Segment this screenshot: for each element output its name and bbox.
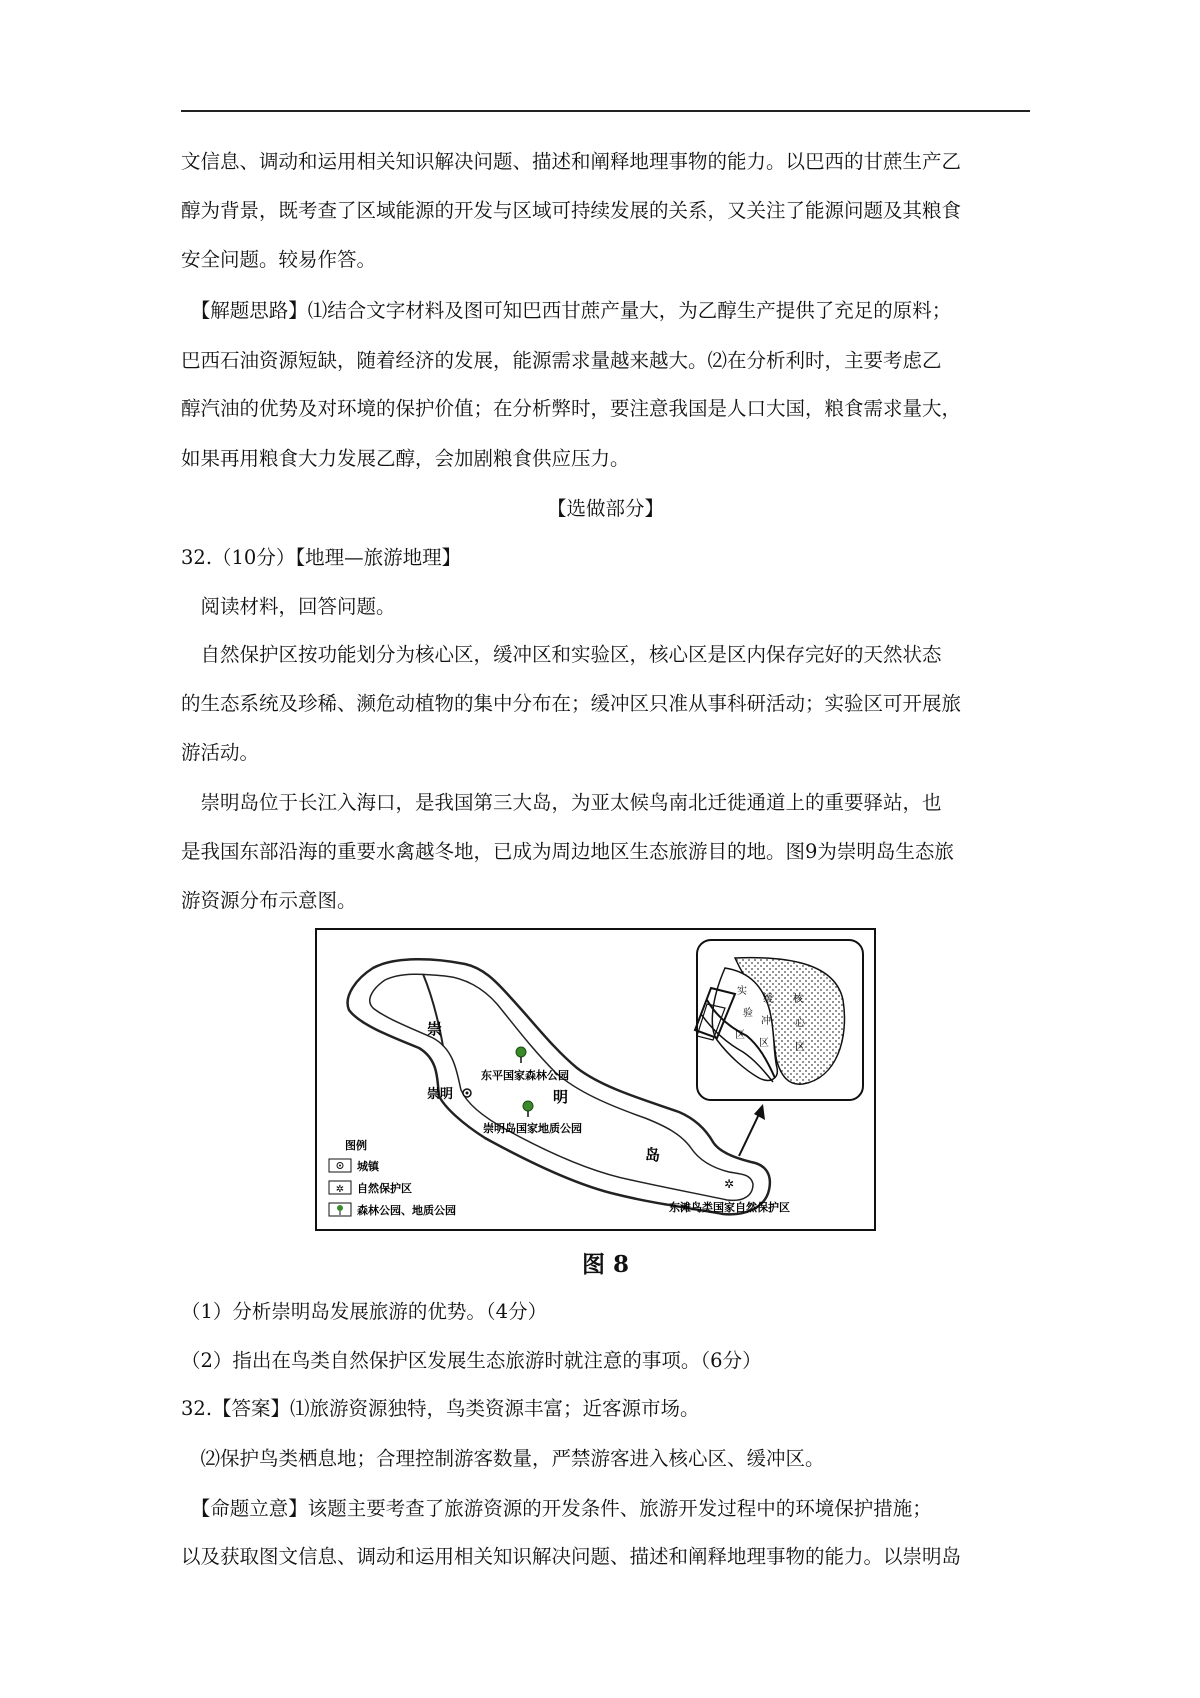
chongming-map-figure bbox=[315, 928, 876, 1231]
inset-label-xin: 心 bbox=[795, 1018, 805, 1029]
inset-label-chong: 冲 bbox=[761, 1016, 771, 1027]
map-label-geo-park: 崇明岛国家地质公园 bbox=[483, 1122, 582, 1135]
header-rule bbox=[181, 110, 1030, 112]
paragraph-line: 醇汽油的优势及对环境的保护价值；在分析弊时，要注意我国是人口大国，粮食需求量大， bbox=[181, 397, 962, 420]
answer-line: ⑵保护鸟类栖息地；合理控制游客数量，严禁游客进入核心区、缓冲区。 bbox=[181, 1447, 825, 1470]
paragraph-line: 安全问题。较易作答。 bbox=[181, 248, 377, 271]
map-label-dao: 岛 bbox=[645, 1146, 661, 1164]
section-heading: 【选做部分】 bbox=[546, 497, 664, 520]
geo-park-tree-icon bbox=[523, 1101, 533, 1111]
question-heading: 32.（10分）【地理—旅游地理】 bbox=[181, 546, 462, 569]
legend-park-label: 森林公园、地质公园 bbox=[357, 1204, 456, 1217]
paragraph-line: 阅读材料，回答问题。 bbox=[181, 595, 396, 618]
forest-park-tree-icon bbox=[516, 1047, 526, 1057]
paragraph-line: 【解题思路】⑴结合文字材料及图可知巴西甘蔗产量大，为乙醇生产提供了充足的原料； bbox=[181, 299, 952, 322]
inset-label-qu3: 区 bbox=[795, 1042, 805, 1053]
map-label-town: 崇明 bbox=[427, 1087, 454, 1102]
inset-label-yan: 验 bbox=[743, 1008, 753, 1019]
svg-text:✲: ✲ bbox=[335, 1184, 345, 1195]
figure-caption: 图 8 bbox=[581, 1251, 629, 1278]
paragraph-line: 巴西石油资源短缺，随着经济的发展，能源需求量越来越大。⑵在分析利时，主要考虑乙 bbox=[181, 349, 942, 372]
map-label-chong: 崇 bbox=[427, 1020, 443, 1038]
paragraph-line: 自然保护区按功能划分为核心区，缓冲区和实验区，核心区是区内保存完好的天然状态 bbox=[181, 643, 942, 666]
map-label-ming: 明 bbox=[553, 1088, 569, 1106]
inset-label-qu1: 区 bbox=[735, 1030, 745, 1041]
paragraph-line: 游资源分布示意图。 bbox=[181, 889, 357, 912]
paragraph-line: 【命题立意】该题主要考查了旅游资源的开发条件、旅游开发过程中的环境保护措施； bbox=[181, 1497, 932, 1520]
inset-label-shi: 实 bbox=[737, 986, 747, 997]
question-item: （2）指出在鸟类自然保护区发展生态旅游时就注意的事项。（6分） bbox=[181, 1349, 762, 1372]
inset-label-qu2: 区 bbox=[759, 1038, 769, 1049]
paragraph-line: 以及获取图文信息、调动和运用相关知识解决问题、描述和阐释地理事物的能力。以崇明岛 bbox=[181, 1545, 962, 1568]
paragraph-line: 文信息、调动和运用相关知识解决问题、描述和阐释地理事物的能力。以巴西的甘蔗生产乙 bbox=[181, 150, 962, 173]
paragraph-line: 是我国东部沿海的重要水禽越冬地，已成为周边地区生态旅游目的地。图9为崇明岛生态旅 bbox=[181, 840, 954, 863]
legend-reserve-label: 自然保护区 bbox=[357, 1182, 412, 1195]
question-item: （1）分析崇明岛发展旅游的优势。（4分） bbox=[181, 1300, 548, 1323]
chongming-map bbox=[315, 928, 876, 1231]
paragraph-line: 醇为背景，既考查了区域能源的开发与区域可持续发展的关系，又关注了能源问题及其粮食 bbox=[181, 199, 962, 222]
paragraph-line: 游活动。 bbox=[181, 741, 260, 764]
paragraph-line: 崇明岛位于长江入海口，是我国第三大岛，为亚太候鸟南北迁徙通道上的重要驿站，也 bbox=[181, 791, 942, 814]
paragraph-line: 的生态系统及珍稀、濒危动植物的集中分布在；缓冲区只准从事科研活动；实验区可开展旅 bbox=[181, 692, 962, 715]
reserve-flower-icon: ✲ bbox=[723, 1177, 735, 1191]
legend-title: 图例 bbox=[345, 1139, 367, 1152]
inset-label-he: 核 bbox=[793, 994, 803, 1005]
answer-heading: 32.【答案】⑴旅游资源独特，鸟类资源丰富；近客源市场。 bbox=[181, 1397, 700, 1420]
inset-label-huan: 缓 bbox=[763, 994, 773, 1005]
paragraph-line: 如果再用粮食大力发展乙醇，会加剧粮食供应压力。 bbox=[181, 447, 630, 470]
legend-town-label: 城镇 bbox=[357, 1160, 379, 1173]
map-label-forest-park: 东平国家森林公园 bbox=[481, 1069, 569, 1082]
map-label-reserve: 东滩鸟类国家自然保护区 bbox=[669, 1201, 790, 1214]
